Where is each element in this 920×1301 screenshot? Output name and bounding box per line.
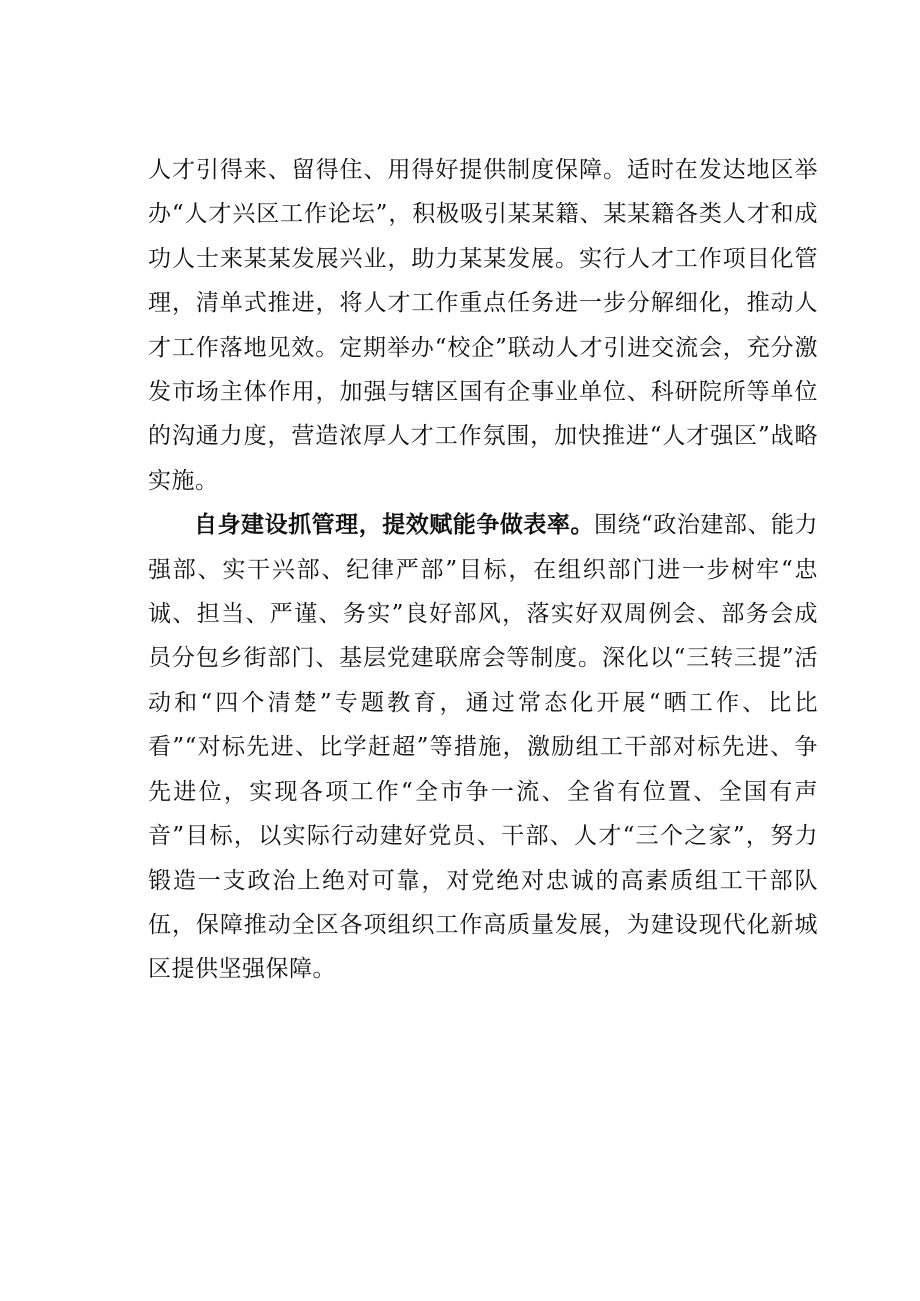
document-body (148, 148, 818, 992)
paragraph-2-text: 围绕“政治建部、能力强部、实干兴部、纪律严部”目标，在组织部门进一步树牢“忠诚、担当、严谨、务实”良好部风，落实好双周例会、部务会成员分包乡街部门、基层党建联席会等制度。深化以“三转三提”活动和“四个清楚”专题教育，通过常态化开展“晒工作、比比看”“对标先进、比学赶超”等措施，激励组工干部对标先进、争先进位，实现各项工作“全市争一流、全省有位置、全国有声音”目标，以实际行动建好党员、干部、人才“三个之家”，努力锻造一支政治上绝对可靠，对党绝对忠诚的高素质组工干部队伍，保障推动全区各项组织工作高质量发展，为建设现代化新城区提供坚强保障。 (148, 512, 818, 983)
paragraph-continued (148, 148, 818, 503)
paragraph-1-text: 人才引得来、留得住、用得好提供制度保障。适时在发达地区举办“人才兴区工作论坛”，积极吸引某某籍、某某籍各类人才和成功人士来某某发展兴业，助力某某发展。实行人才工作项目化管理，清单式推进，将人才工作重点任务进一步分解细化，推动人才工作落地见效。定期举办“校企”联动人才引进交流会，充分激发市场主体作用，加强与辖区国有企事业单位、科研院所等单位的沟通力度，营造浓厚人才工作氛围，加快推进“人才强区”战略实施。 (148, 157, 818, 494)
paragraph-self-building (148, 503, 818, 991)
paragraph-2-lead-heading: 自身建设抓管理，提效赋能争做表率。 (194, 511, 594, 539)
